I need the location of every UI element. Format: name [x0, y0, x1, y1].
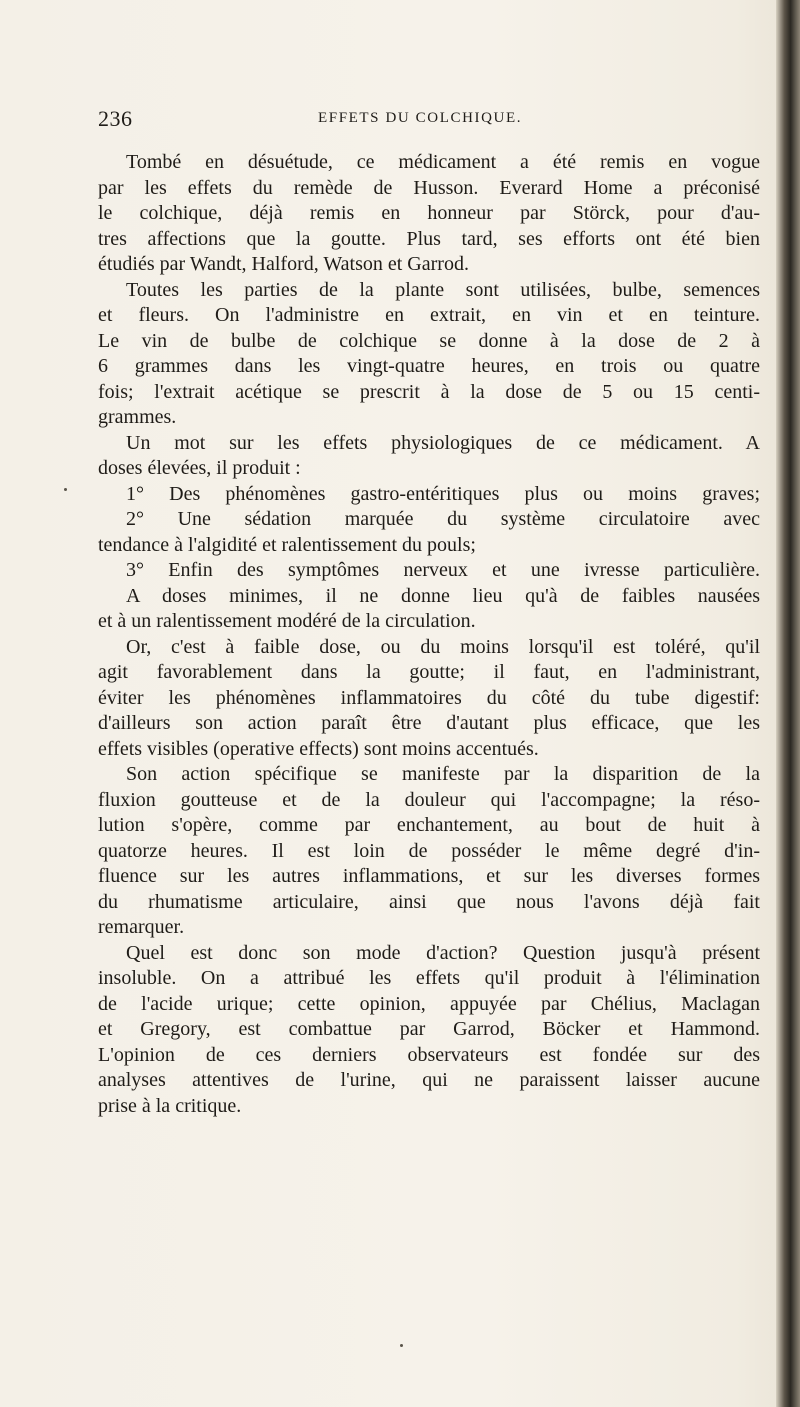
text-line: lution s'opère, comme par enchantement, au bout de huit à [98, 814, 760, 836]
text-line: et Gregory, est combattue par Garrod, Böcker et Hammond. [98, 1018, 760, 1040]
text-line: d'ailleurs son action paraît être d'autant plus efficace, que les [98, 712, 760, 734]
text-line: tendance à l'algidité et ralentissement du pouls; [98, 533, 476, 556]
text-line: analyses attentives de l'urine, qui ne paraissent laisser aucune [98, 1069, 760, 1091]
text-line: le colchique, déjà remis en honneur par Störck, pour d'au- [98, 202, 760, 224]
text-line: Quel est donc son mode d'action? Question jusqu'à présent [126, 941, 760, 964]
text-line: Son action spécifique se manifeste par la disparition de la [126, 763, 760, 785]
text-line: quatorze heures. Il est loin de posséder le même degré d'in- [98, 839, 760, 862]
text-line: 3° Enfin des symptômes nerveux et une ivresse particulière. [126, 559, 760, 581]
text-line: 1° Des phénomènes gastro-entéritiques plus ou moins graves; [126, 482, 760, 505]
text-line: doses élevées, il produit : [98, 457, 301, 479]
text-line: 2° Une sédation marquée du système circulatoire avec [126, 508, 760, 530]
text-line: insoluble. On a attribué les effets qu'il produit à l'élimination [98, 967, 760, 989]
running-head: EFFETS DU COLCHIQUE. [318, 110, 523, 126]
text-line: Or, c'est à faible dose, ou du moins lorsqu'il est toléré, qu'il [126, 635, 760, 658]
text-line: grammes. [98, 406, 177, 428]
text-line: fluxion goutteuse et de la douleur qui l'accompagne; la réso- [98, 788, 760, 811]
text-line: Tombé en désuétude, ce médicament a été remis en vogue [126, 151, 760, 173]
paper-speck [400, 1344, 403, 1347]
text-line: éviter les phénomènes inflammatoires du côté du tube digestif: [98, 686, 760, 709]
page-header [98, 106, 758, 136]
body-text [98, 150, 760, 1119]
text-line: remarquer. [98, 916, 185, 938]
text-line: et à un ralentissement modéré de la circulation. [98, 610, 476, 632]
text-line: par les effets du remède de Husson. Everard Home a préconisé [98, 176, 760, 199]
text-line: fluence sur les autres inflammations, et sur les diverses formes [98, 865, 760, 887]
text-line: Le vin de bulbe de colchique se donne à la dose de 2 à [98, 329, 760, 352]
text-line: du rhumatisme articulaire, ainsi que nous l'avons déjà fait [98, 890, 760, 913]
text-line: 6 grammes dans les vingt-quatre heures, en trois ou quatre [98, 355, 760, 377]
text-line: étudiés par Wandt, Halford, Watson et Garrod. [98, 253, 469, 275]
text-line: de l'acide urique; cette opinion, appuyée par Chélius, Maclagan [98, 992, 760, 1015]
text-line: prise à la critique. [98, 1094, 242, 1117]
book-binding-edge [776, 0, 800, 1407]
page-number: 236 [98, 106, 133, 131]
paper-speck [64, 488, 67, 491]
text-line: fois; l'extrait acétique se prescrit à la dose de 5 ou 15 centi- [98, 380, 760, 403]
text-line: et fleurs. On l'administre en extrait, en vin et en teinture. [98, 304, 760, 326]
text-line: L'opinion de ces derniers observateurs est fondée sur des [98, 1043, 760, 1066]
text-line: tres affections que la goutte. Plus tard, ses efforts ont été bien [98, 227, 760, 250]
text-line: effets visibles (operative effects) sont moins accentués. [98, 737, 539, 760]
text-line: agit favorablement dans la goutte; il faut, en l'administrant, [98, 661, 760, 683]
text-line: Toutes les parties de la plante sont utilisées, bulbe, semences [126, 278, 760, 301]
text-line: Un mot sur les effets physiologiques de ce médicament. A [126, 431, 760, 454]
text-line: A doses minimes, il ne donne lieu qu'à de faibles nausées [126, 584, 760, 607]
